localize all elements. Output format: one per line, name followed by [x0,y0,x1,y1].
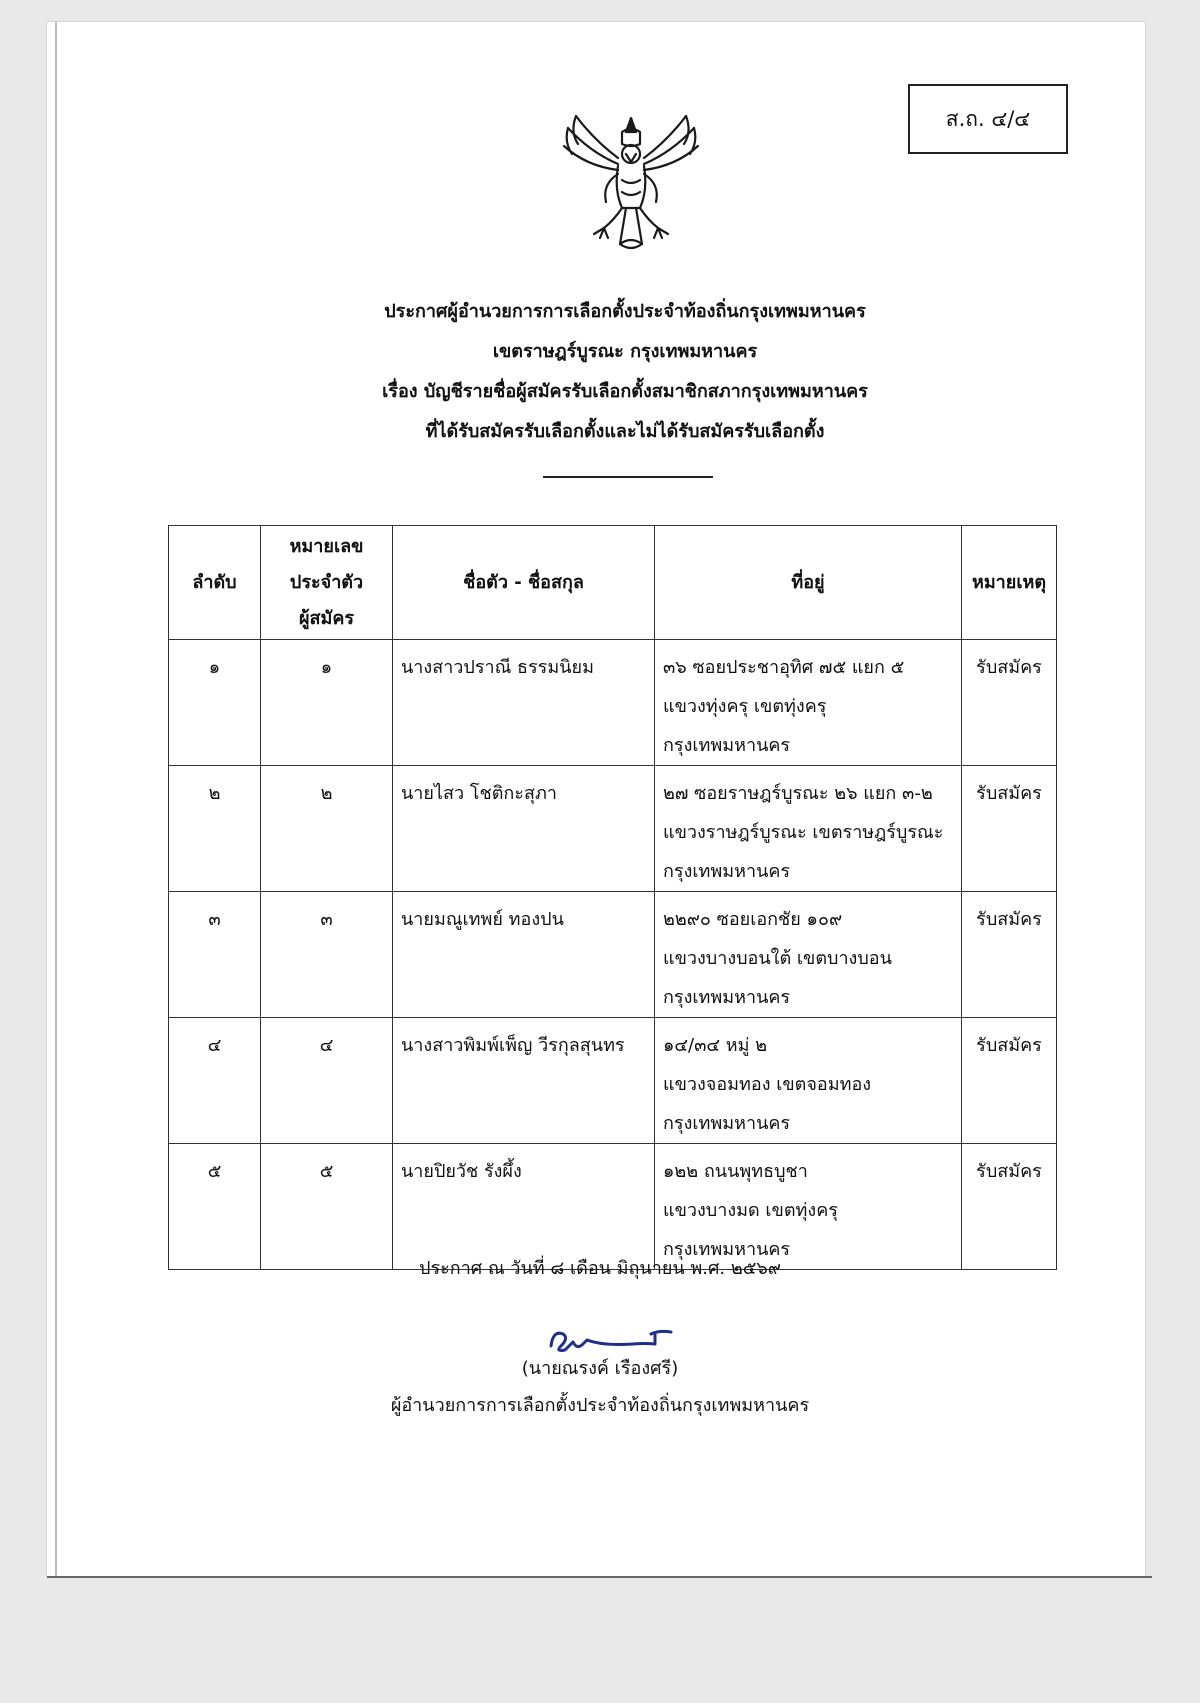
signer-title: ผู้อำนวยการการเลือกตั้งประจำท้องถิ่นกรุงเทพมหานคร [390,1395,810,1416]
header-name: ชื่อตัว - ชื่อสกุล [393,526,655,640]
table-header-row [169,526,1057,640]
signer-name: (นายณรงค์ เรืองศรี) [521,1358,679,1379]
address-line: แขวงจอมทอง เขตจอมทอง [663,1074,872,1095]
cell-order: ๔ [169,1018,261,1144]
address-line: แขวงบางบอนใต้ เขตบางบอน [663,948,892,969]
cell-candidate-no: ๒ [261,766,393,892]
announcement-date: ประกาศ ณ วันที่ ๘ เดือน มิถุนายน พ.ศ. ๒๕๖๙ [419,1258,781,1279]
cell-candidate-no: ๔ [261,1018,393,1144]
address-line: กรุงเทพมหานคร [663,861,791,882]
candidate-table [168,525,1057,1270]
table-row [169,1144,1057,1270]
table-row [169,766,1057,892]
cell-order: ๓ [169,892,261,1018]
header-candidate-no-line: หมายเลข [289,535,364,557]
header-address: ที่อยู่ [655,526,962,640]
header-remark: หมายเหตุ [962,526,1057,640]
table-row [169,892,1057,1018]
cell-candidate-no: ๑ [261,640,393,766]
title-line-1: ประกาศผู้อำนวยการการเลือกตั้งประจำท้องถิ่นกรุงเทพมหานคร [384,301,866,322]
table-row [169,1018,1057,1144]
cell-address [655,766,962,892]
cell-order: ๒ [169,766,261,892]
cell-address [655,892,962,1018]
address-line: ๑๒๒ ถนนพุทธบูชา [663,1161,808,1182]
address-line: แขวงราษฎร์บูรณะ เขตราษฎร์บูรณะ [663,822,944,843]
title-line-4: ที่ได้รับสมัครรับเลือกตั้งและไม่ได้รับสมัครรับเลือกตั้ง [425,421,825,442]
address-line: แขวงทุ่งครุ เขตทุ่งครุ [663,696,827,717]
form-code-box [908,84,1068,154]
cell-address [655,1144,962,1270]
address-line: กรุงเทพมหานคร [663,987,791,1008]
form-code: ส.ถ. ๔/๔ [945,106,1031,131]
title-underline [543,476,713,478]
page-edge-shadow [55,22,57,1577]
cell-name: นางสาวปราณี ธรรมนิยม [393,640,655,766]
page-bottom-edge [47,1576,1152,1578]
header-candidate-no [261,526,393,640]
announcement-title [200,292,1050,452]
cell-remark: รับสมัคร [962,1144,1057,1270]
cell-order: ๕ [169,1144,261,1270]
address-line: แขวงบางมด เขตทุ่งครุ [663,1200,838,1221]
cell-name: นายมณูเทพย์ ทองปน [393,892,655,1018]
cell-remark: รับสมัคร [962,1018,1057,1144]
cell-candidate-no: ๓ [261,892,393,1018]
cell-name: นายปิยวัช รังผึ้ง [393,1144,655,1270]
cell-remark: รับสมัคร [962,640,1057,766]
table-row [169,640,1057,766]
garuda-emblem-icon [556,110,706,260]
address-line: กรุงเทพมหานคร [663,1113,791,1134]
header-candidate-no-line: ผู้สมัคร [298,607,355,629]
address-line: ๒๒๙๐ ซอยเอกชัย ๑๐๙ [663,909,843,930]
address-line: ๒๗ ซอยราษฎร์บูรณะ ๒๖ แยก ๓-๒ [663,783,933,804]
address-line: กรุงเทพมหานคร [663,1239,791,1260]
cell-address [655,1018,962,1144]
cell-order: ๑ [169,640,261,766]
cell-candidate-no: ๕ [261,1144,393,1270]
cell-address [655,640,962,766]
cell-remark: รับสมัคร [962,892,1057,1018]
title-line-3: เรื่อง บัญชีรายชื่อผู้สมัครรับเลือกตั้งสมาชิกสภากรุงเทพมหานคร [382,381,868,402]
address-line: ๑๔/๓๔ หมู่ ๒ [663,1035,768,1056]
cell-remark: รับสมัคร [962,766,1057,892]
header-candidate-no-line: ประจำตัว [289,571,364,593]
header-order: ลำดับ [169,526,261,640]
cell-name: นายไสว โชติกะสุภา [393,766,655,892]
cell-name: นางสาวพิมพ์เพ็ญ วีรกุลสุนทร [393,1018,655,1144]
address-line: กรุงเทพมหานคร [663,735,791,756]
title-line-2: เขตราษฎร์บูรณะ กรุงเทพมหานคร [492,341,758,362]
address-line: ๓๖ ซอยประชาอุทิศ ๗๕ แยก ๕ [663,657,905,678]
